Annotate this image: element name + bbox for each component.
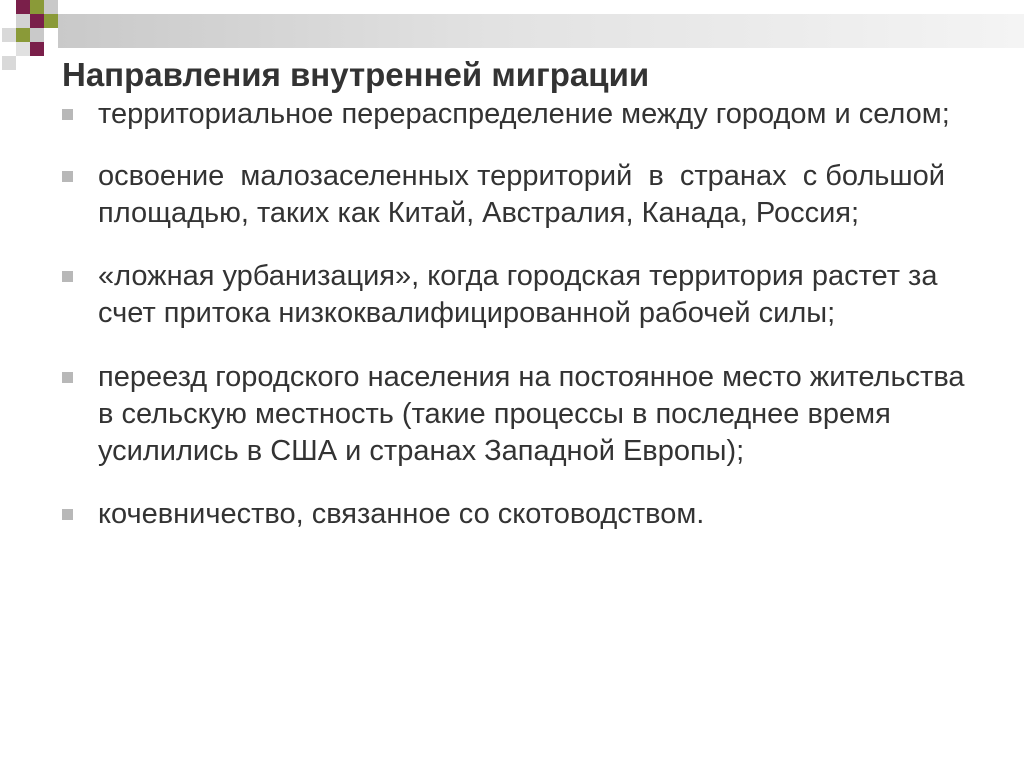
square-bullet-icon: [62, 271, 73, 282]
bullet-text: территориальное перераспределение между городом и селом;: [98, 98, 950, 130]
decor-square: [44, 0, 58, 14]
bullet-text: переезд городского населения на постоянное место жительства в сельскую местность (такие процессы в последнее время усилились в США и странах Западной Европы);: [98, 361, 965, 467]
bullet-text: освоение малозаселенных территорий в странах с большой площадью, таких как Китай, Австралия, Канада, Россия;: [98, 160, 954, 229]
square-bullet-icon: [62, 509, 73, 520]
square-bullet-icon: [62, 171, 73, 182]
decor-square: [16, 14, 30, 28]
bullet-item: [62, 359, 972, 470]
square-bullet-icon: [62, 372, 73, 383]
decor-square: [16, 28, 30, 42]
bullet-text: кочевничество, связанное со скотоводством.: [98, 498, 705, 530]
decor-square: [16, 0, 30, 14]
header-band: [58, 14, 1024, 48]
bullet-text: «ложная урбанизация», когда городская территория растет за счет притока низкоквалифицированной рабочей силы;: [98, 260, 938, 329]
decor-square: [44, 14, 58, 28]
bullet-item: [62, 496, 972, 533]
square-bullet-icon: [62, 109, 73, 120]
decor-square: [30, 42, 44, 56]
decor-square: [30, 14, 44, 28]
bullet-item: [62, 258, 972, 332]
bullet-item: [62, 96, 972, 133]
bullet-item: [62, 158, 972, 232]
decor-square: [30, 28, 44, 42]
decor-square: [16, 42, 30, 56]
bullet-list: [62, 96, 972, 533]
decor-square: [30, 0, 44, 14]
slide-title: Направления внутренней миграции: [62, 56, 650, 93]
decor-square: [2, 28, 16, 42]
decor-square: [2, 56, 16, 70]
